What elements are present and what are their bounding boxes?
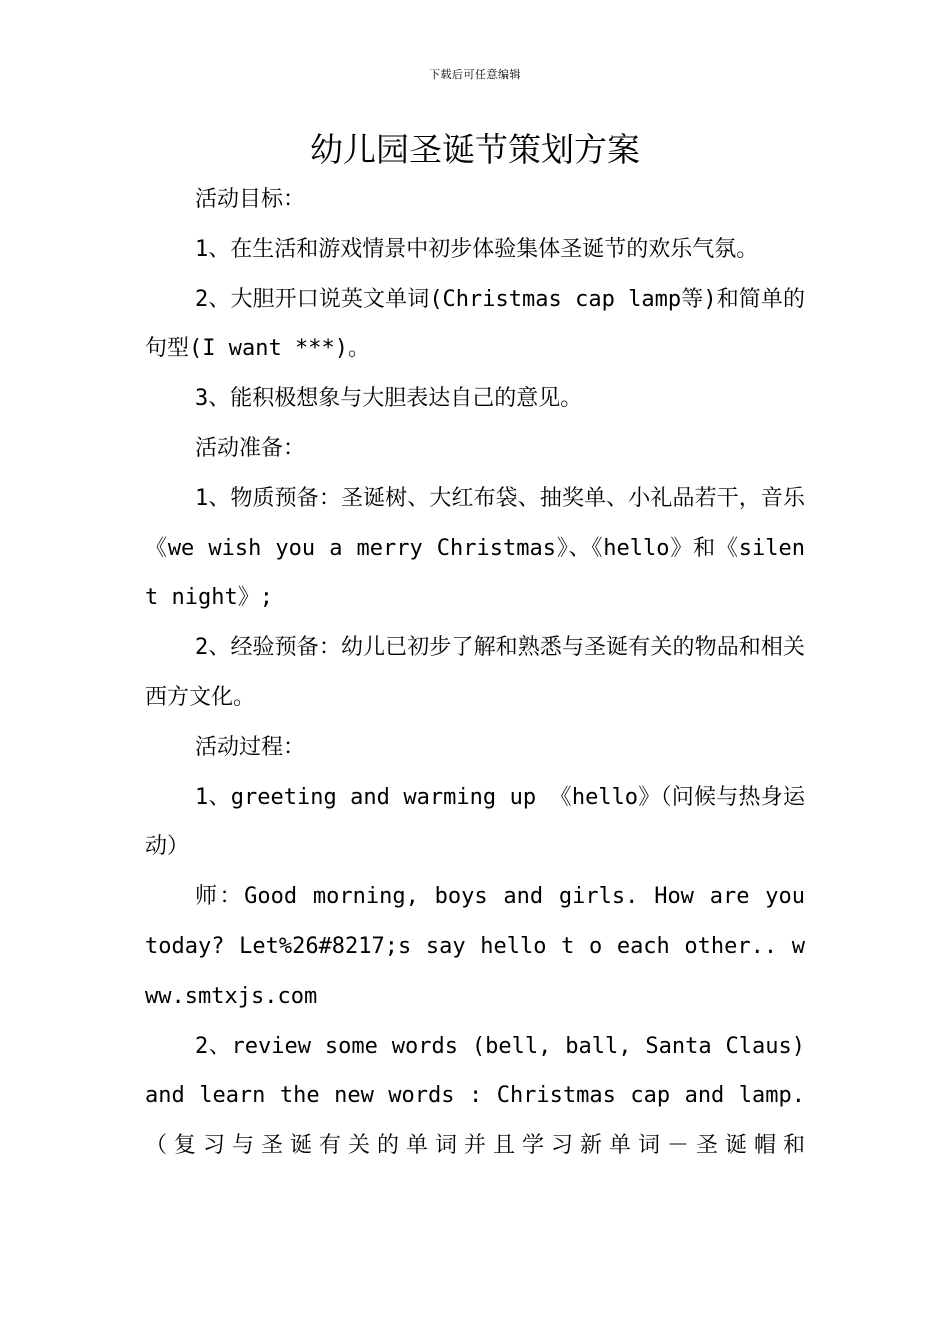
document-body [145,175,805,1171]
header-note: 下载后可任意编辑 [429,68,521,81]
paragraph-teacher-dialogue: 师：Good morning, boys and girls. How are you today? Let%26#8217;s say hello t o each other.. www.smtxjs.com [145,884,805,1009]
section-heading-goals: 活动目标： [195,187,306,212]
section-heading-process: 活动过程： [195,734,306,760]
paragraph-prep-2: 2、经验预备：幼儿已初步了解和熟悉与圣诞有关的物品和相关西方文化。 [145,635,805,710]
paragraph-prep-1: 1、物质预备：圣诞树、大红布袋、抽奖单、小礼品若干，音乐《we wish you a merry Christmas》、《hello》和《silent night》; [145,485,805,611]
paragraph-goal-2: 2、大胆开口说英文单词(Christmas cap lamp等)和简单的句型(I want ***)。 [145,286,805,362]
document-title: 幼儿园圣诞节策划方案 [310,130,640,169]
paragraph-process-2: 2、review some words (bell, ball, Santa Claus) and learn the new words : Christmas cap and lamp.（复习与圣诞有关的单词并且学习新单词－圣诞帽和 [145,1033,805,1159]
paragraph-goal-1: 1、在生活和游戏情景中初步体验集体圣诞节的欢乐气氛。 [195,236,759,262]
paragraph-goal-3: 3、能积极想象与大胆表达自己的意见。 [195,386,583,412]
paragraph-process-1: 1、greeting and warming up 《hello》（问候与热身运动） [145,784,805,860]
section-heading-preparation: 活动准备： [195,435,306,461]
